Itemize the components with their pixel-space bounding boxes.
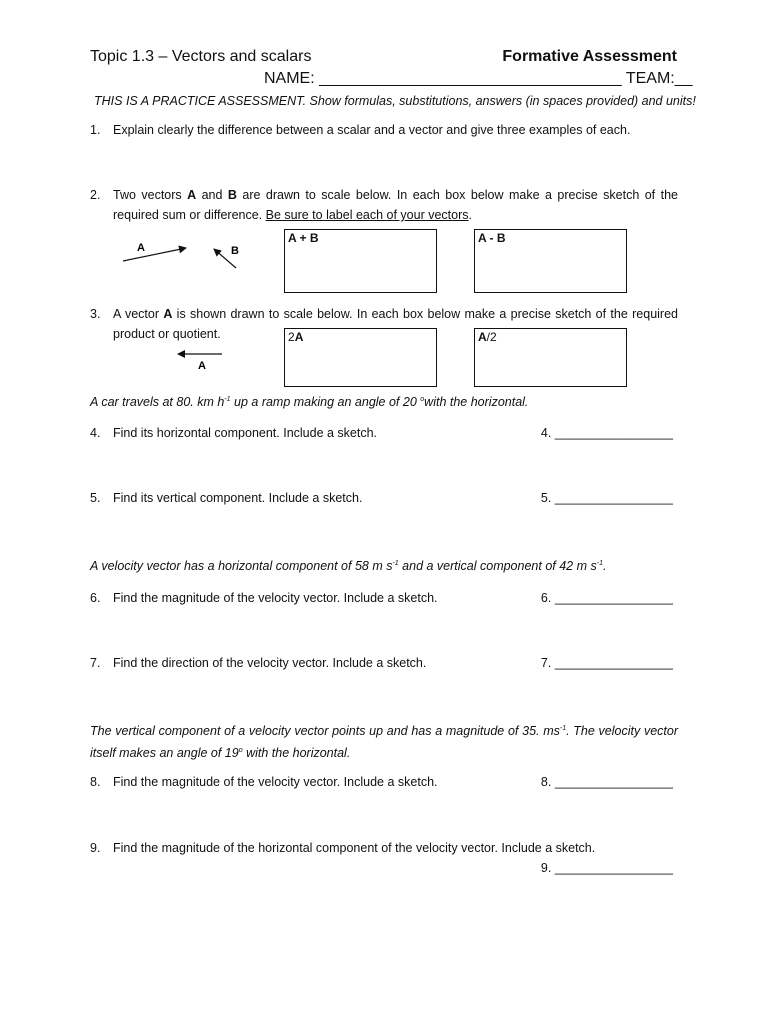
question-text: Find the magnitude of the velocity vector. Include a sketch.: [113, 591, 438, 605]
vector-a-arrow: [123, 248, 186, 261]
question-text: Find its horizontal component. Include a sketch.: [113, 426, 378, 440]
team-blank[interactable]: __: [674, 70, 693, 87]
question-number: 5.: [90, 491, 101, 505]
box-label: A/2: [478, 330, 497, 344]
question-number: 1.: [90, 123, 101, 137]
question-text: Find the direction of the velocity vector. Include a sketch.: [113, 656, 427, 670]
car-problem-prompt: A car travels at 80. km $h^{-1}$ up a ramp making an angle of 20 $^o$with the horizontal.: [90, 395, 529, 409]
answer-line-9[interactable]: 9. _________________: [540, 861, 673, 875]
answer-line-4[interactable]: 4. _________________: [540, 426, 673, 440]
question-number: 6.: [90, 591, 101, 605]
question-number: 8.: [90, 775, 101, 789]
question-text: Two vectors A and B are drawn to scale below. In each box below make a precise sketch of the required sum or difference. Be sure to label each of your vectors.: [113, 188, 678, 222]
question-text: Find the magnitude of the velocity vector. Include a sketch.: [113, 775, 438, 789]
box-label: A + B: [288, 231, 319, 245]
assessment-type: Formative Assessment: [502, 48, 677, 65]
question-text: Explain clearly the difference between a scalar and a vector and give three examples of each.: [113, 123, 631, 137]
difference-sketch-box[interactable]: [474, 229, 627, 293]
answer-line-6[interactable]: 6. _________________: [540, 591, 673, 605]
vector-b-label: B: [231, 245, 239, 257]
box-label: A - B: [478, 231, 506, 245]
question-number: 7.: [90, 656, 101, 670]
instructions: THIS IS A PRACTICE ASSESSMENT. Show formulas, substitutions, answers (in spaces provided) and units!: [94, 94, 696, 108]
vector-a-label: A: [198, 360, 206, 372]
name-label: NAME:: [264, 70, 315, 87]
name-team-line: [264, 70, 693, 88]
team-label: TEAM:: [625, 70, 675, 87]
box-label: 2A: [288, 330, 304, 344]
question-number: 4.: [90, 426, 101, 440]
answer-line-8[interactable]: 8. _________________: [540, 775, 673, 789]
question-number: 9.: [90, 841, 101, 855]
product-sketch-box[interactable]: [284, 328, 437, 387]
label-instruction: Be sure to label each of your vectors: [265, 208, 469, 222]
question-number: 3.: [90, 307, 101, 321]
sum-sketch-box[interactable]: [284, 229, 437, 293]
answer-line-7[interactable]: 7. _________________: [540, 656, 673, 670]
question-text: A vector A is shown drawn to scale below. In each box below make a precise sketch of the required product or quotient.: [113, 307, 678, 341]
answer-line-5[interactable]: 5. _________________: [540, 491, 673, 505]
velocity-problem-prompt: A velocity vector has a horizontal component of 58 m $s^{-1}$ and a vertical component of 42 m $s^{-1}$.: [90, 559, 607, 573]
quotient-sketch-box[interactable]: [474, 328, 627, 387]
topic-title: Topic 1.3 – Vectors and scalars: [90, 48, 312, 65]
question-text: Find the magnitude of the horizontal component of the velocity vector. Include a sketch.: [113, 841, 596, 855]
question-9: [90, 838, 678, 858]
question-2: [90, 185, 678, 225]
question-1: [90, 120, 678, 140]
question-text: Find its vertical component. Include a sketch.: [113, 491, 363, 505]
velocity-angle-prompt: The vertical component of a velocity vector points up and has a magnitude of 35. $ms^{-1}$. The velocity vector itself makes an angle of 19$^o$ with the horizontal.: [90, 724, 678, 760]
vector-a-label: A: [137, 242, 145, 254]
q2-vectors-diagram: [115, 236, 250, 276]
name-blank[interactable]: __________________________________: [319, 70, 622, 87]
question-number: 2.: [90, 188, 101, 202]
q3-vector-diagram: [170, 344, 230, 374]
